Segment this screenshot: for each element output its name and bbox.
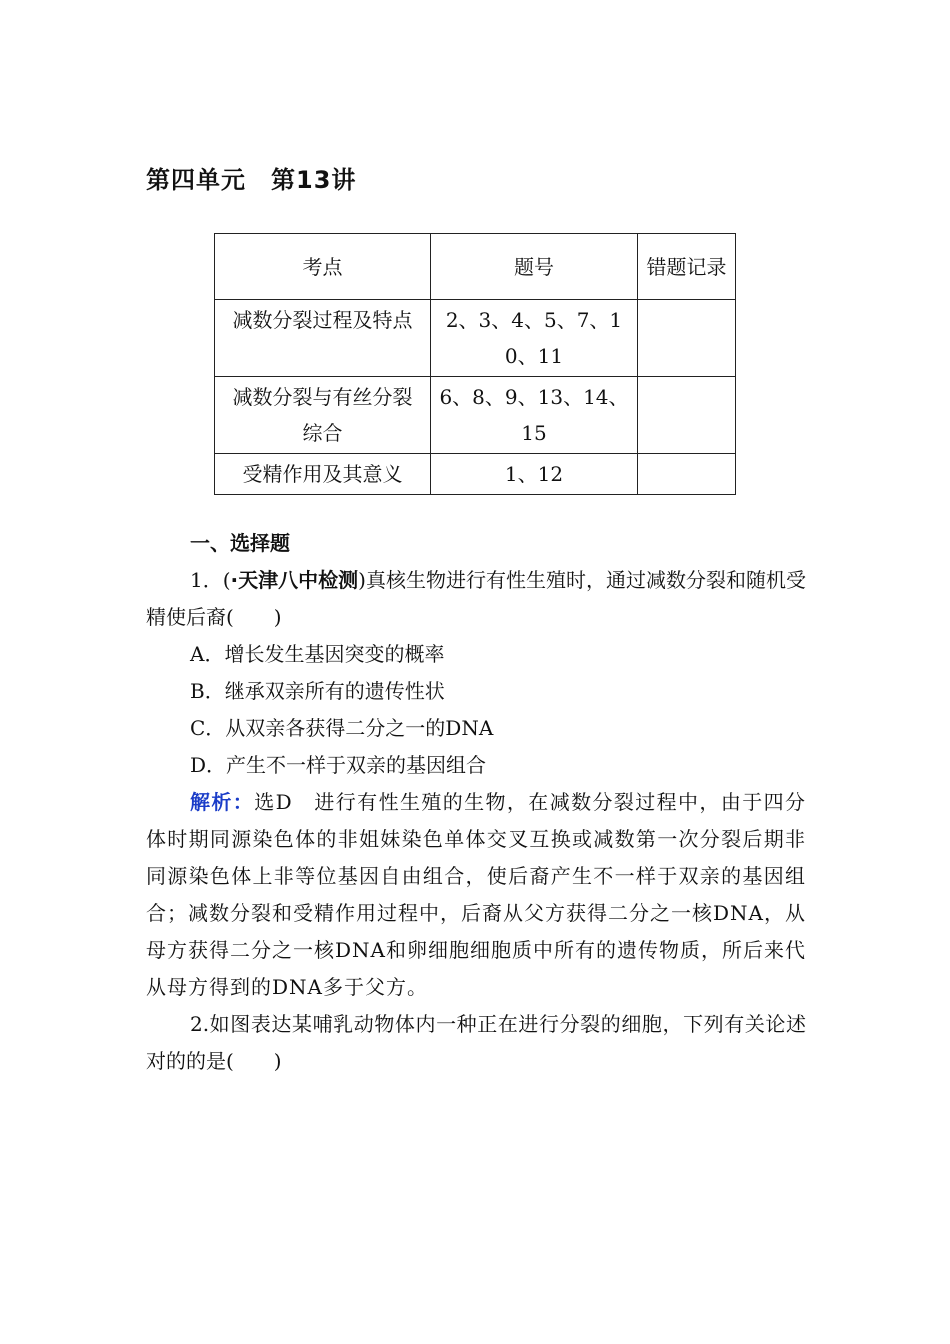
table-cell-record bbox=[638, 377, 736, 454]
table-cell-topic: 受精作用及其意义 bbox=[215, 454, 431, 495]
question-2-stem: 2.如图表达某哺乳动物体内一种正在进行分裂的细胞，下列有关论述对的的是( ) bbox=[146, 1012, 806, 1073]
table-cell-numbers: 1、12 bbox=[431, 454, 638, 495]
table-cell-topic: 减数分裂与有丝分裂综合 bbox=[215, 377, 431, 454]
analysis-label: 解析： bbox=[190, 790, 255, 814]
table-cell-topic: 减数分裂过程及特点 bbox=[215, 300, 431, 377]
table-header-cell: 考点 bbox=[215, 234, 431, 300]
option-a: A．增长发生基因突变的概率 bbox=[190, 642, 445, 666]
table-cell-record bbox=[638, 454, 736, 495]
exercise-content bbox=[146, 525, 806, 1080]
topic-table bbox=[214, 233, 736, 495]
table-header-cell: 错题记录 bbox=[638, 234, 736, 300]
table-cell-record bbox=[638, 300, 736, 377]
section-title: 一、选择题 bbox=[190, 531, 290, 555]
question-1-text: )真核生物进行有性生殖时，通过减数分裂和随机受精使后裔( ) bbox=[146, 568, 806, 629]
table-row bbox=[215, 454, 736, 495]
option-c: C．从双亲各获得二分之一的DNA bbox=[190, 716, 494, 740]
question-1-source: ·天津八中检测 bbox=[230, 568, 359, 592]
page-title: 第四单元 第13讲 bbox=[146, 166, 357, 194]
analysis-text: 选D 进行有性生殖的生物，在减数分裂过程中，由于四分体时期同源染色体的非姐妹染色单体交叉互换或减数第一次分裂后期非同源染色体上非等位基因自由组合，使后裔产生不一样于双亲的基因组合；减数分裂和受精作用过程中，后裔从父方获得二分之一核DNA，从母方获得二分之一核DNA和卵细胞细胞质中所有的遗传物质，所后来代从母方得到的DNA多于父方。 bbox=[146, 790, 807, 999]
question-1-number: 1．( bbox=[190, 568, 231, 592]
table-header-cell: 题号 bbox=[431, 234, 638, 300]
option-b: B．继承双亲所有的遗传性状 bbox=[190, 679, 445, 703]
table-row bbox=[215, 300, 736, 377]
question-1-analysis bbox=[146, 784, 806, 1006]
table-cell-numbers: 2、3、4、5、7、10、11 bbox=[431, 300, 638, 377]
table-cell-numbers: 6、8、9、13、14、15 bbox=[431, 377, 638, 454]
table-row bbox=[215, 377, 736, 454]
option-d: D．产生不一样于双亲的基因组合 bbox=[190, 753, 487, 777]
table-header-row bbox=[215, 234, 736, 300]
question-1-stem bbox=[146, 562, 806, 636]
